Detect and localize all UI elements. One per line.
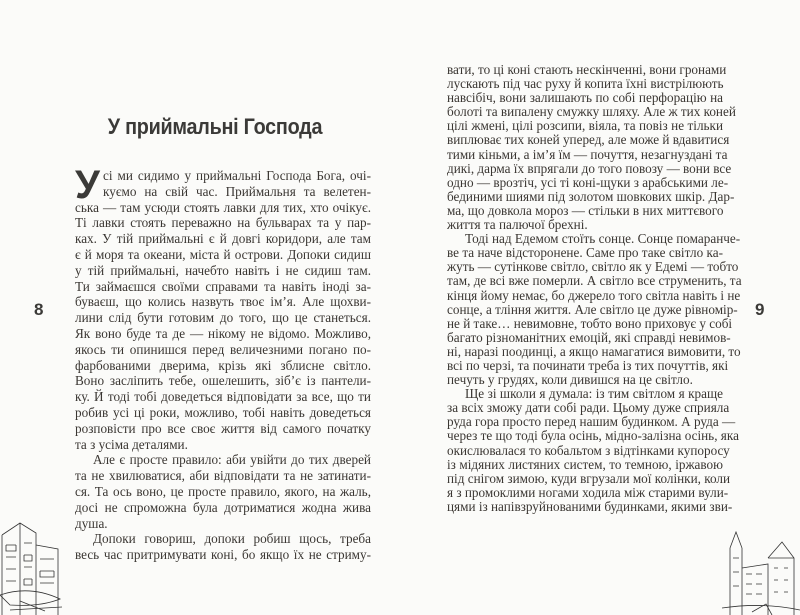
text-line: є й моря та океани, міста й острови. Допоки сидиш xyxy=(75,246,371,262)
text-line: та з усіма деталями. xyxy=(75,436,188,452)
text-line: там, де всі вже померли. А світло все струменить, та xyxy=(447,273,742,289)
text-line: печуть у грудях, коли дивишся на це світло. xyxy=(447,372,693,388)
text-line: сі ми сидимо у приймальні Господа Бога, очі- xyxy=(103,168,371,183)
text-line: Як воно буде та де — нікому не відомо. Можливо, xyxy=(75,325,371,341)
city-sketch-illustration-left xyxy=(0,515,70,615)
text-line: ма, що довкола мороз — стільки в них миттєвого xyxy=(447,202,724,218)
text-line: жуть — сутінкове світло, світло як у Едемі — тобто xyxy=(447,259,739,275)
text-line: багато різноманітних емоцій, які справді невимов- xyxy=(447,329,731,345)
text-line: Ті лавки стоять переважно на бульварах та у пар- xyxy=(75,215,371,231)
text-line: Допоки говориш, допоки робиш щось, треба xyxy=(93,531,371,547)
text-line: болоті та випалену смужку шляху. Але ж тих коней xyxy=(447,104,736,120)
text-line: ках. У тій приймальні є й довгі коридори, але там xyxy=(75,231,371,247)
text-line: я з промоклими ногами ходила між старими вули- xyxy=(447,484,729,500)
text-line: ні, наразі поодинці, а якщо намагатися вимовити, то xyxy=(447,343,741,359)
text-line: окислювалася то кобальтом з відтінками купоросу xyxy=(447,442,730,458)
text-line: лини слід бути готовим до того, що це станеться. xyxy=(75,310,371,326)
text-line: виплюває тих коней уперед, але може й вдавитися xyxy=(447,132,730,148)
text-line: цілі жмені, цілі розсипи, віяла, та повіз не тільки xyxy=(447,118,723,134)
page-number-left: 8 xyxy=(34,300,44,319)
text-line: якось ти опинишся перед величезними погано по- xyxy=(75,341,371,357)
city-sketch-illustration-right xyxy=(722,528,800,615)
text-line: ська — там усюди стоять лавки для тих, хто очікує. xyxy=(75,199,371,215)
right-page-text xyxy=(447,62,742,514)
text-line: ку. Й тоді тобі доведеться відповідати за все, що ти xyxy=(75,389,371,405)
text-line: тими кіньми, а ім’я їм — почуття, незагнуздані та xyxy=(447,146,728,162)
text-line: руда гора просто перед нашим будинком. А руда — xyxy=(447,414,736,430)
text-line: Але є просте правило: аби увійти до тих дверей xyxy=(93,452,371,468)
drop-cap: У xyxy=(75,163,100,207)
text-line: через те що тоді була осінь, мідно-залізна осінь, яка xyxy=(447,428,739,444)
text-line: робив усі ці роки, можливо, тобі навіть доведеться xyxy=(75,404,371,420)
text-line: весь час притримувати коні, бо якщо їх не стриму- xyxy=(75,547,371,563)
text-line: Ти займаєшся своїми справами та навіть іноді за- xyxy=(75,278,371,294)
text-line: за всіх зможу дати собі ради. Цьому дуже сприяла xyxy=(447,400,730,416)
text-line: та не хвилюватися, аби відповідати та не затинати- xyxy=(75,468,371,484)
text-line: із мідяних листяних систем, то темною, іржавою xyxy=(447,456,723,472)
text-line: вати, то ці коні стають нескінченні, вони гронами xyxy=(447,62,727,77)
text-line: ся. Та ось воно, це просте правило, якого, на жаль, xyxy=(75,483,371,499)
text-line: дикі, дарма їх впрягали до того повозу — вони все xyxy=(447,160,732,176)
text-line: Ще зі школи я думала: із тим світлом я краще xyxy=(465,386,723,402)
text-line: кінця йому немає, бо джерело того світла навіть і не xyxy=(447,287,741,303)
text-line: куємо на свій час. Приймальня та велетен- xyxy=(103,183,371,199)
text-line: не й таке… невимовне, тобто воно приховує у собі xyxy=(447,315,733,331)
text-line: всі по черзі, та починати треба із тих почуттів, які xyxy=(447,357,729,373)
left-page-text xyxy=(75,163,371,563)
text-line: під снігом зимою, куди вгрузали мої колінки, коли xyxy=(447,470,731,486)
text-line: Тоді над Едемом стоїть сонце. Сонце помаранче- xyxy=(465,231,741,247)
text-line: досі не спроможна була дотриматися жодна жива xyxy=(75,499,371,515)
text-line: фарбованими дверима, крізь які зблисне світло. xyxy=(75,357,371,373)
text-line: навсібіч, вони залишають по собі перфорацію на xyxy=(447,90,723,106)
text-line: сонце, а тління життя. Але світло це дуже рівномір- xyxy=(447,301,738,317)
text-line: буваєш, що колись назвуть твоє ім’я. Але щохви- xyxy=(75,294,371,310)
page-number-right: 9 xyxy=(755,300,765,319)
text-line: Воно засліпить тебе, ошелешить, зіб’є із пантели- xyxy=(75,373,371,389)
text-line: життя та палючої брехні. xyxy=(447,217,588,233)
text-line: у тій приймальні, начебто навіть і не сидиш там. xyxy=(75,262,371,278)
text-line: душа. xyxy=(75,515,108,531)
text-line: розповісти про все своє життя від самого початку xyxy=(75,420,371,436)
chapter-title: У приймальні Господа xyxy=(107,114,323,139)
text-line: бединими шиями під золотом шовкових шкір. Дар- xyxy=(447,188,735,204)
text-line: одно — врозтіч, усі ті коні-щуки з арабськими ле- xyxy=(447,174,729,190)
text-line: лускають під час руху й копита їхні вистрілюють xyxy=(447,76,724,92)
text-line: цями із напівзруйнованими будинками, якими зви- xyxy=(447,498,733,514)
text-line: ве та наче відсторонене. Саме про таке світло ка- xyxy=(447,245,723,261)
